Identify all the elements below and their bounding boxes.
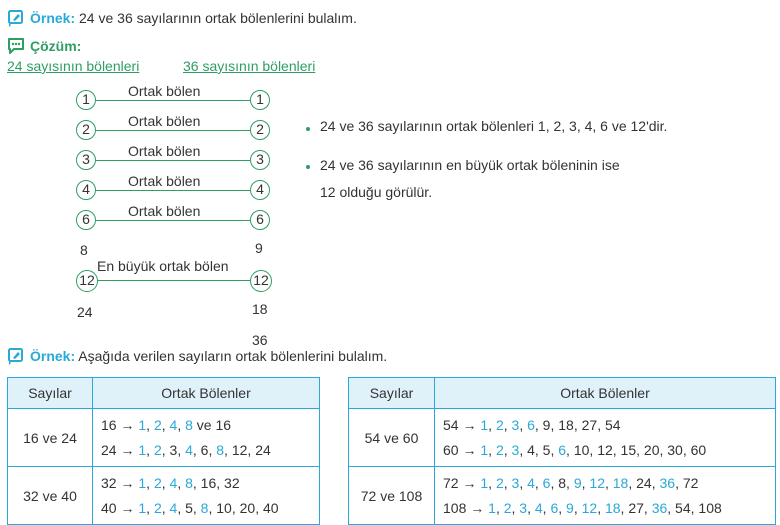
divisor: 40	[262, 499, 279, 516]
common-divisor: 9	[573, 474, 582, 491]
divisor: 24	[255, 441, 271, 458]
common-divisor: 6	[550, 499, 559, 516]
common-divisor: 6	[527, 416, 535, 433]
common-divisor: 1	[138, 474, 147, 491]
line-number: 72	[443, 474, 459, 491]
table-row	[349, 409, 776, 467]
common-divisor: 12	[589, 474, 605, 491]
divisor: 27	[628, 499, 644, 516]
arrow-icon: →	[458, 441, 481, 458]
right-gcd-circle: 12	[250, 270, 272, 292]
common-divisor: 4	[169, 474, 178, 491]
line-number: 16	[101, 416, 117, 433]
common-label: Ortak bölen	[128, 113, 201, 129]
divisor-line: 32 → 1, 2, 4, 8, 16, 32	[101, 474, 240, 491]
common-divisor: 2	[495, 441, 504, 458]
line-number: 60	[443, 441, 459, 458]
arrow-icon: →	[116, 441, 139, 458]
common-divisor: 6	[558, 441, 567, 458]
common-divisor: 3	[519, 499, 528, 516]
divisor-line: 40 → 1, 2, 4, 5, 8, 10, 20, 40	[101, 499, 279, 516]
table-row	[8, 467, 320, 525]
divisor: 108	[698, 499, 722, 516]
pencil-note-icon	[7, 9, 25, 27]
col-left-title: 24 sayısının bölenleri	[7, 58, 140, 74]
left-divisor-circle: 6	[76, 210, 96, 230]
divisor: 20	[239, 499, 256, 516]
divisor: 12	[597, 441, 613, 458]
bullet-icon	[306, 127, 310, 131]
common-divisor: 2	[153, 416, 162, 433]
common-divisor: 12	[581, 499, 598, 516]
right-divisor-circle: 1	[250, 90, 270, 110]
common-label: Ortak bölen	[128, 203, 201, 219]
row-label: 72 ve 108	[349, 467, 435, 525]
note-2: 24 ve 36 sayılarının en büyük ortak böleninin ise	[320, 157, 620, 173]
divisor: 12	[231, 441, 248, 458]
gcd-link-line	[96, 280, 250, 281]
common-divisor: 3	[511, 416, 520, 433]
divisor-line: 108 → 1, 2, 3, 4, 6, 9, 12, 18, 27, 36, 54, 108	[443, 499, 722, 516]
arrow-icon: →	[116, 474, 139, 491]
divisor: 30	[667, 441, 683, 458]
divisor: 18	[558, 416, 574, 433]
common-link-line	[96, 220, 250, 221]
divisor: 8	[558, 474, 567, 491]
left-only-divisor: 24	[77, 304, 93, 320]
right-only-divisor: 36	[252, 332, 268, 348]
common-link-line	[96, 160, 250, 161]
divisor-line: 72 → 1, 2, 3, 4, 6, 8, 9, 12, 18, 24, 36, 72	[443, 474, 699, 491]
divisor: 5	[542, 441, 551, 458]
table-row	[8, 409, 320, 467]
left-divisor-circle: 3	[76, 150, 96, 170]
note-1: 24 ve 36 sayılarının ortak bölenleri 1, 2, 3, 4, 6 ve 12'dir.	[320, 118, 668, 134]
left-only-divisor: 8	[80, 242, 88, 258]
common-divisor: 4	[169, 416, 178, 433]
table-header-row	[8, 378, 320, 409]
divisor: 16	[200, 474, 217, 491]
solution-heading: Çözüm:	[30, 38, 82, 54]
common-divisor: 4	[527, 474, 535, 491]
example-2-text: Aşağıda verilen sayıların ortak bölenlerini bulalım.	[78, 348, 388, 364]
right-divisor-circle: 6	[250, 210, 270, 230]
divisor: 10	[573, 441, 590, 458]
header-common-divisors: Ortak Bölenler	[93, 378, 320, 409]
divisor: 27	[581, 416, 598, 433]
common-divisor: 1	[480, 416, 489, 433]
common-link-line	[96, 130, 250, 131]
common-divisor: 4	[185, 441, 193, 458]
left-divisor-circle: 1	[76, 90, 96, 110]
divisor: 32	[224, 474, 240, 491]
common-divisor: 1	[138, 499, 147, 516]
divisor: 9	[542, 416, 551, 433]
common-divisor: 2	[153, 474, 162, 491]
right-divisor-circle: 4	[250, 180, 270, 200]
divisor: 60	[690, 441, 707, 458]
example-1-heading: Örnek:	[30, 10, 76, 26]
common-divisor: 8	[200, 499, 209, 516]
common-divisor: 8	[216, 441, 225, 458]
common-divisor: 36	[651, 499, 668, 516]
common-divisor: 1	[138, 416, 147, 433]
line-number: 40	[101, 499, 117, 516]
common-divisor: 1	[488, 499, 496, 516]
divisors-table-right	[348, 377, 776, 525]
common-divisor: 36	[659, 474, 676, 491]
common-link-line	[96, 190, 250, 191]
gcd-label: En büyük ortak bölen	[97, 258, 229, 274]
left-divisor-circle: 2	[76, 120, 96, 140]
example-2	[30, 348, 387, 364]
right-only-divisor: 9	[255, 240, 263, 256]
example-2-heading: Örnek:	[30, 348, 76, 364]
header-common-divisors: Ortak Bölenler	[435, 378, 776, 409]
row-label: 16 ve 24	[8, 409, 93, 467]
divisors-table-left	[7, 377, 320, 525]
divisor-list-cell	[93, 467, 320, 525]
pencil-note-icon	[7, 347, 25, 365]
table-header-row	[349, 378, 776, 409]
common-divisor: 2	[495, 416, 504, 433]
divisor: 72	[682, 474, 699, 491]
line-tail: ve 16	[192, 416, 232, 433]
col-right-title: 36 sayısının bölenleri	[183, 58, 316, 74]
divisor: 24	[636, 474, 652, 491]
common-label: Ortak bölen	[128, 83, 201, 99]
divisor-list-cell	[435, 467, 776, 525]
row-label: 54 ve 60	[349, 409, 435, 467]
divisor: 3	[169, 441, 178, 458]
divisor: 20	[643, 441, 660, 458]
divisor-line: 24 → 1, 2, 3, 4, 6, 8, 12, 24	[101, 441, 271, 458]
common-divisor: 3	[511, 474, 520, 491]
common-divisor: 4	[169, 499, 178, 516]
speech-bubble-icon	[7, 37, 25, 55]
note-3: 12 olduğu görülür.	[320, 184, 433, 200]
divisor: 54	[675, 499, 691, 516]
common-divisor: 9	[566, 499, 574, 516]
divisor-list-cell	[435, 409, 776, 467]
arrow-icon: →	[458, 474, 481, 491]
left-gcd-circle: 12	[76, 270, 98, 292]
divisor: 6	[200, 441, 209, 458]
header-numbers: Sayılar	[349, 378, 435, 409]
line-number: 32	[101, 474, 117, 491]
common-label: Ortak bölen	[128, 173, 201, 189]
arrow-icon: →	[116, 499, 139, 516]
divisor: 4	[527, 441, 535, 458]
common-divisor: 4	[534, 499, 543, 516]
table-row	[349, 467, 776, 525]
example-1-text: 24 ve 36 sayılarının ortak bölenlerini bulalım.	[79, 10, 357, 26]
divisor-list-cell	[93, 409, 320, 467]
divisor-line: 16 → 1, 2, 4, 8 ve 16	[101, 416, 232, 433]
arrow-icon: →	[116, 416, 139, 433]
right-divisor-circle: 2	[250, 120, 270, 140]
arrow-icon: →	[466, 499, 489, 516]
row-label: 32 ve 40	[8, 467, 93, 525]
common-label: Ortak bölen	[128, 143, 201, 159]
example-1	[30, 10, 357, 26]
line-number: 108	[443, 499, 467, 516]
common-divisor: 3	[511, 441, 520, 458]
common-divisor: 2	[153, 499, 162, 516]
line-number: 24	[101, 441, 117, 458]
arrow-icon: →	[458, 416, 481, 433]
header-numbers: Sayılar	[8, 378, 93, 409]
common-divisor: 8	[185, 416, 193, 433]
right-divisor-circle: 3	[250, 150, 270, 170]
common-divisor: 1	[138, 441, 147, 458]
common-divisor: 18	[604, 499, 621, 516]
common-divisor: 2	[495, 474, 504, 491]
divisor-line: 54 → 1, 2, 3, 6, 9, 18, 27, 54	[443, 416, 621, 433]
common-divisor: 1	[480, 474, 489, 491]
common-divisor: 18	[612, 474, 629, 491]
divisor: 54	[604, 416, 621, 433]
line-number: 54	[443, 416, 459, 433]
bullet-icon	[306, 165, 310, 169]
left-divisor-circle: 4	[76, 180, 96, 200]
common-link-line	[96, 100, 250, 101]
common-divisor: 8	[185, 474, 193, 491]
common-divisor: 6	[542, 474, 551, 491]
divisor: 5	[185, 499, 193, 516]
divisor: 10	[216, 499, 232, 516]
divisor-line: 60 → 1, 2, 3, 4, 5, 6, 10, 12, 15, 20, 30, 60	[443, 441, 707, 458]
divisor: 15	[620, 441, 637, 458]
common-divisor: 2	[153, 441, 162, 458]
common-divisor: 1	[480, 441, 489, 458]
right-only-divisor: 18	[252, 301, 268, 317]
common-divisor: 2	[503, 499, 512, 516]
